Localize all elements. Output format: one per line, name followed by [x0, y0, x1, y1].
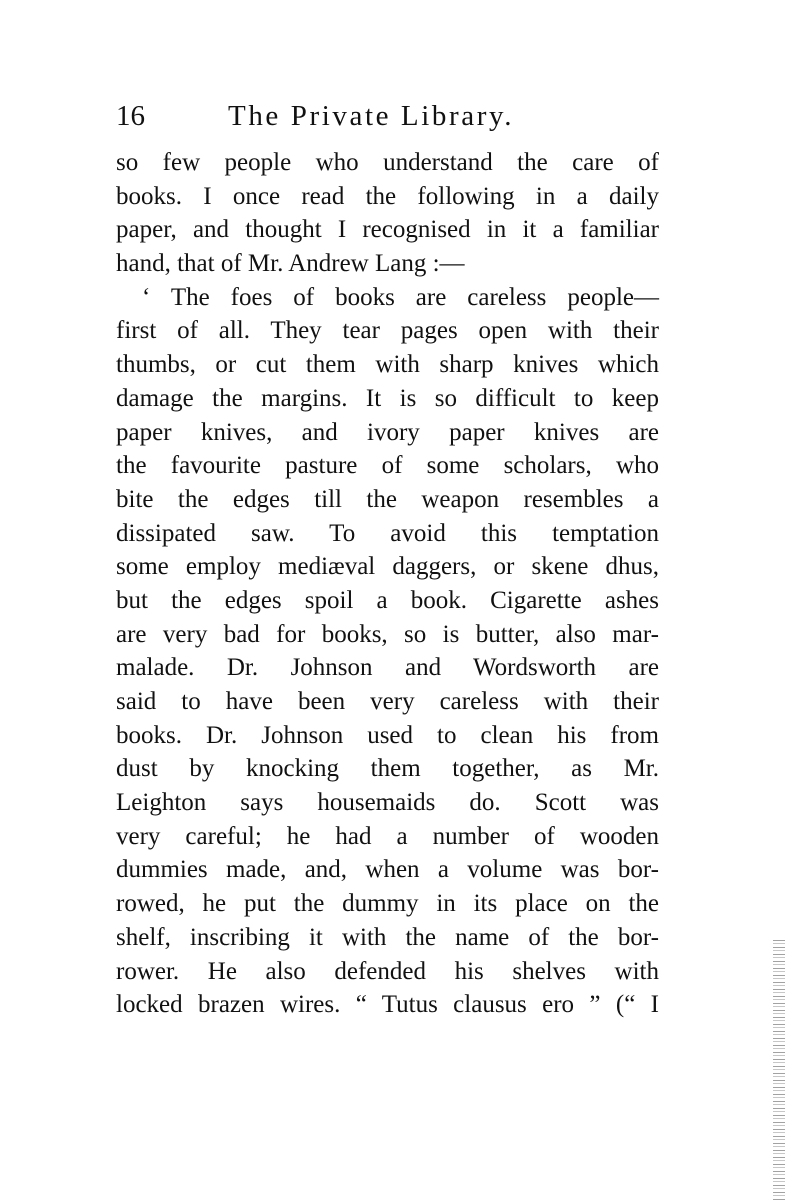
text-line: very careful; he had a number of wooden [116, 822, 659, 850]
text-line: locked brazen wires. “ Tutus clausus ero ” (“ I [116, 991, 659, 1019]
text-line: malade. Dr. Johnson and Wordsworth are [116, 654, 659, 682]
text-line: bite the edges till the weapon resembles a [116, 485, 659, 513]
text-line: are very bad for books, so is butter, also mar- [116, 620, 659, 648]
text-line: said to have been very careless with their [116, 688, 659, 715]
text-line: first of all. They tear pages open with their [116, 317, 659, 345]
text-line: paper knives, and ivory paper knives are [116, 418, 659, 446]
page-body-text [116, 146, 659, 1022]
text-line: damage the margins. It is so difficult to keep [116, 384, 659, 412]
text-line: dummies made, and, when a volume was bor- [116, 856, 659, 884]
text-line: so few people who understand the care of [116, 149, 659, 176]
text-line: the favourite pasture of some scholars, who [116, 452, 659, 480]
text-line: some employ mediæval daggers, or skene dhus, [116, 553, 659, 581]
text-line: dissipated saw. To avoid this temptation [116, 519, 659, 547]
text-line: but the edges spoil a book. Cigarette ashes [116, 586, 659, 614]
running-header [116, 100, 661, 140]
text-line: rowed, he put the dummy in its place on the [116, 890, 659, 918]
text-line: thumbs, or cut them with sharp knives which [116, 351, 659, 379]
page-number: 16 [116, 100, 145, 132]
running-title: The Private Library. [228, 100, 515, 132]
text-line: rower. He also defended his shelves with [116, 957, 659, 985]
text-line: books. Dr. Johnson used to clean his from [116, 721, 659, 749]
text-line: hand, that of Mr. Andrew Lang :— [116, 250, 465, 278]
text-line: ‘ The foes of books are careless people— [142, 283, 659, 311]
scan-edge-noise [773, 940, 785, 1200]
text-line: books. I once read the following in a daily [116, 182, 659, 210]
text-line: Leighton says housemaids do. Scott was [116, 789, 659, 817]
text-line: shelf, inscribing it with the name of the bor- [116, 923, 659, 951]
text-line: paper, and thought I recognised in it a familiar [116, 216, 659, 244]
text-line: dust by knocking them together, as Mr. [116, 755, 659, 783]
